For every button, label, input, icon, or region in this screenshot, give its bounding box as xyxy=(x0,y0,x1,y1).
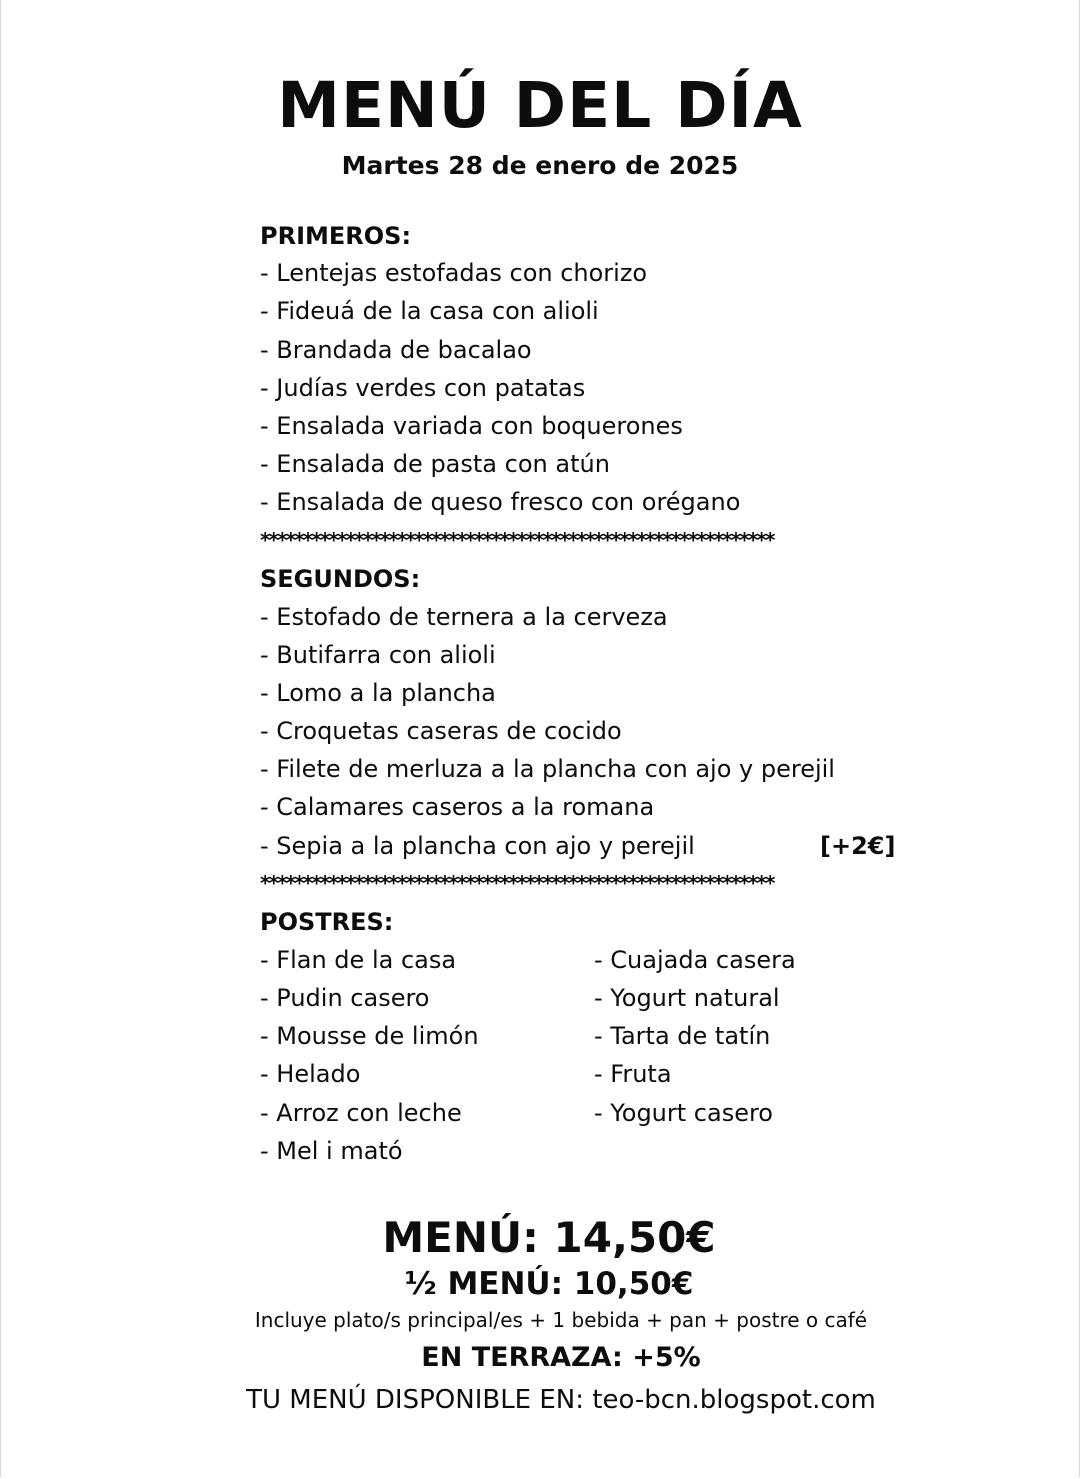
postres-item: - Arroz con leche xyxy=(260,1099,462,1127)
menu-price: MENÚ: 14,50€ xyxy=(382,1213,716,1262)
postres-item: - Mel i mató xyxy=(260,1137,403,1165)
separator-line: ************************************************************ xyxy=(260,530,774,550)
primeros-heading: PRIMEROS: xyxy=(260,222,412,250)
separator-line: ************************************************************ xyxy=(260,873,774,893)
segundos-item: - Filete de merluza a la plancha con ajo y perejil xyxy=(260,755,835,783)
menu-title: MENÚ DEL DÍA xyxy=(277,69,803,142)
segundos-item: - Estofado de ternera a la cerveza xyxy=(260,603,668,631)
primeros-item: - Fideuá de la casa con alioli xyxy=(260,297,599,325)
primeros-item: - Ensalada variada con boquerones xyxy=(260,412,683,440)
primeros-item: - Brandada de bacalao xyxy=(260,336,532,364)
segundos-item: - Calamares caseros a la romana xyxy=(260,793,655,821)
menu-date: Martes 28 de enero de 2025 xyxy=(341,151,739,180)
supplement-badge: [+2€] xyxy=(820,832,896,860)
segundos-item-label: - Sepia a la plancha con ajo y perejil xyxy=(260,832,695,860)
segundos-item: - Croquetas caseras de cocido xyxy=(260,717,622,745)
postres-item: - Pudin casero xyxy=(260,984,430,1012)
postres-item: - Flan de la casa xyxy=(260,946,457,974)
includes-note: Incluye plato/s principal/es + 1 bebida + pan + postre o café xyxy=(254,1308,868,1332)
segundos-item: - Lomo a la plancha xyxy=(260,679,496,707)
primeros-item: - Judías verdes con patatas xyxy=(260,374,586,402)
postres-item: - Fruta xyxy=(594,1060,672,1088)
postres-item: - Yogurt natural xyxy=(594,984,780,1012)
postres-heading: POSTRES: xyxy=(260,908,394,936)
terrace-surcharge: EN TERRAZA: +5% xyxy=(421,1342,701,1373)
postres-item: - Cuajada casera xyxy=(594,946,796,974)
segundos-item: - Butifarra con alioli xyxy=(260,641,496,669)
half-menu-price: ½ MENÚ: 10,50€ xyxy=(404,1266,694,1302)
postres-item: - Yogurt casero xyxy=(594,1099,773,1127)
primeros-item: - Ensalada de queso fresco con orégano xyxy=(260,488,741,516)
postres-item: - Mousse de limón xyxy=(260,1022,479,1050)
primeros-item: - Lentejas estofadas con chorizo xyxy=(260,259,648,287)
availability-note: TU MENÚ DISPONIBLE EN: teo-bcn.blogspot.com xyxy=(246,1385,876,1415)
primeros-item: - Ensalada de pasta con atún xyxy=(260,450,610,478)
postres-item: - Helado xyxy=(260,1060,361,1088)
postres-item: - Tarta de tatín xyxy=(594,1022,771,1050)
segundos-heading: SEGUNDOS: xyxy=(260,565,421,593)
segundos-item-with-supplement xyxy=(260,831,896,861)
